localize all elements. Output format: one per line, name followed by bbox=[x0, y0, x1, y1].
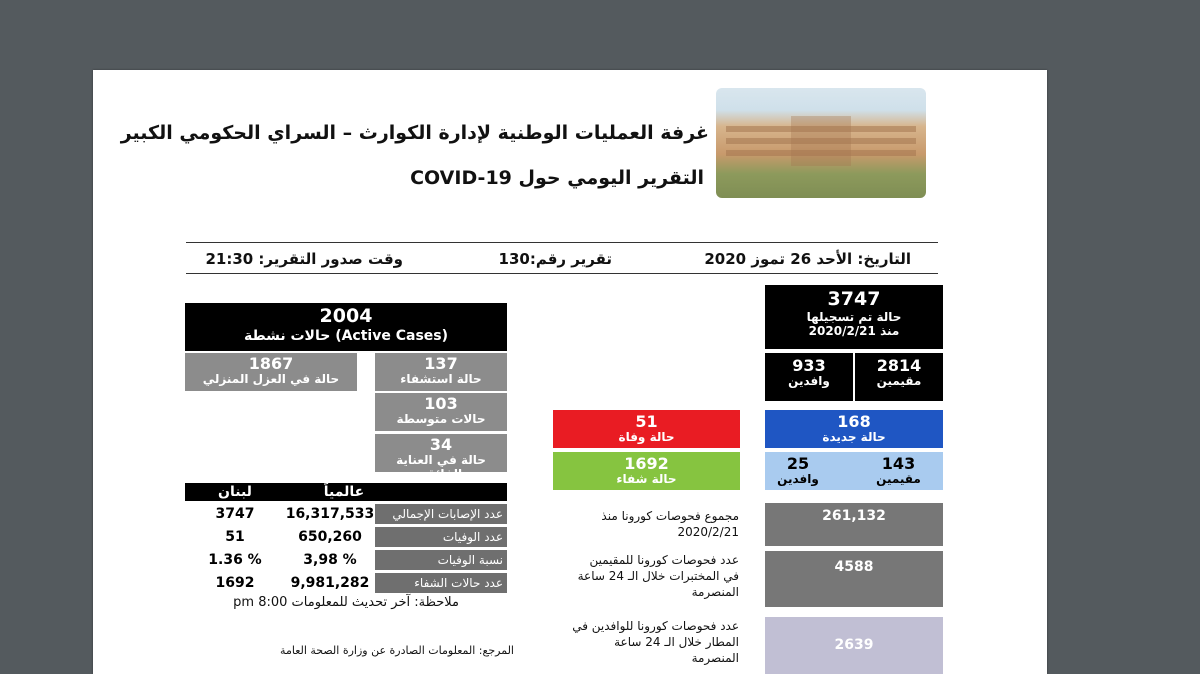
active-cases-label bbox=[185, 328, 507, 344]
header-title: غرفة العمليات الوطنية لإدارة الكوارث – السراي الحكومي الكبير bbox=[120, 122, 709, 144]
report-number: تقرير رقم:130 bbox=[498, 250, 612, 268]
new-residents-value: 143 bbox=[881, 454, 916, 473]
new-arrivals-value: 25 bbox=[786, 454, 810, 473]
home-isolation-value: 1867 bbox=[248, 354, 294, 373]
stats-row bbox=[185, 573, 507, 593]
total-residents-box bbox=[855, 353, 943, 401]
new-cases-breakdown-box bbox=[765, 452, 943, 490]
stats-row-global: 3,98 % bbox=[303, 552, 357, 568]
tests-total-box bbox=[765, 503, 943, 546]
stats-row-lebanon: 1692 bbox=[215, 575, 255, 591]
update-note: ملاحظة: آخر تحديث للمعلومات 8:00 pm bbox=[233, 595, 459, 610]
hospitalized-box bbox=[375, 353, 507, 391]
new-residents-label: مقيمين bbox=[876, 472, 921, 487]
moderate-label: حالات متوسطة bbox=[396, 412, 486, 427]
home-isolation-box bbox=[185, 353, 357, 391]
total-cases-label: حالة تم تسجيلها bbox=[806, 309, 902, 324]
stats-row-global: 650,260 bbox=[298, 529, 362, 545]
recovered-box bbox=[553, 452, 740, 490]
moderate-box bbox=[375, 393, 507, 431]
new-arrivals bbox=[765, 455, 831, 487]
tests-total-label: مجموع فحوصات كورونا منذ 2020/2/21 bbox=[601, 509, 739, 539]
active-cases-label-ar: حالات نشطة bbox=[243, 327, 331, 344]
total-cases-box bbox=[765, 285, 943, 349]
stats-row-global: 16,317,533 bbox=[285, 506, 375, 522]
meta-bottom-rule bbox=[186, 273, 938, 274]
stats-header bbox=[185, 483, 507, 501]
tests-residents-label: عدد فحوصات كورونا للمقيمين في المختبرات خلال الـ 24 ساعة المنصرمة bbox=[577, 553, 739, 599]
subtitle-covid: COVID-19 bbox=[410, 167, 512, 189]
stats-row bbox=[185, 527, 507, 547]
total-arrivals-value: 933 bbox=[792, 356, 826, 375]
deaths-label: حالة وفاة bbox=[618, 430, 675, 445]
moderate-value: 103 bbox=[424, 394, 458, 413]
total-residents-label: مقيمين bbox=[876, 374, 922, 389]
stats-row-label: عدد الوفيات bbox=[375, 527, 507, 547]
stats-row-label: عدد الإصابات الإجمالي bbox=[375, 504, 507, 524]
grand-serail-photo bbox=[716, 88, 926, 198]
stats-row-lebanon: 51 bbox=[225, 529, 245, 545]
stats-header-global: عالمياً bbox=[323, 484, 365, 500]
icu-box bbox=[375, 434, 507, 482]
stats-row-lebanon: 3747 bbox=[215, 506, 255, 522]
report-subtitle bbox=[410, 167, 704, 189]
tests-arrivals-value: 2639 bbox=[834, 637, 874, 653]
deaths-value: 51 bbox=[635, 412, 658, 431]
stats-row-label: عدد حالات الشفاء bbox=[375, 573, 507, 593]
stats-header-lebanon: لبنان bbox=[218, 484, 252, 500]
source-note: المرجع: المعلومات الصادرة عن وزارة الصحة العامة bbox=[280, 644, 514, 657]
total-residents-value: 2814 bbox=[876, 356, 922, 375]
new-residents bbox=[854, 455, 943, 487]
active-cases-value: 2004 bbox=[319, 305, 373, 327]
new-arrivals-label: وافدين bbox=[777, 472, 819, 487]
active-cases-box bbox=[185, 303, 507, 351]
icu-value: 34 bbox=[429, 435, 453, 454]
home-isolation-label: حالة في العزل المنزلي bbox=[202, 372, 340, 387]
deaths-box bbox=[553, 410, 740, 448]
active-cases-label-en: (Active Cases) bbox=[335, 327, 449, 344]
new-cases-label: حالة جديدة bbox=[822, 430, 886, 445]
recovered-label: حالة شفاء bbox=[616, 472, 677, 487]
report-time: وقت صدور التقرير: 21:30 bbox=[205, 250, 403, 268]
hospitalized-value: 137 bbox=[424, 354, 458, 373]
total-cases-since: منذ 2020/2/21 bbox=[808, 323, 900, 338]
icu-label: حالة في العناية الفائقة bbox=[396, 453, 486, 482]
stats-row-global: 9,981,282 bbox=[290, 575, 370, 591]
report-page bbox=[93, 70, 1047, 674]
total-arrivals-box bbox=[765, 353, 853, 401]
new-cases-box bbox=[765, 410, 943, 448]
hospitalized-label: حالة استشفاء bbox=[400, 372, 482, 387]
total-cases-value: 3747 bbox=[827, 288, 881, 310]
report-date: التاريخ: الأحد 26 تموز 2020 bbox=[704, 250, 911, 268]
tests-arrivals-label: عدد فحوصات كورونا للوافدين في المطار خلال الـ 24 ساعة المنصرمة bbox=[572, 619, 739, 665]
tests-residents-value: 4588 bbox=[834, 559, 874, 575]
new-cases-value: 168 bbox=[837, 412, 871, 431]
stats-row bbox=[185, 504, 507, 524]
stats-row-lebanon: 1.36 % bbox=[208, 552, 262, 568]
subtitle-arabic: التقرير اليومي حول bbox=[518, 167, 704, 189]
recovered-value: 1692 bbox=[624, 454, 669, 473]
meta-top-rule bbox=[186, 242, 938, 243]
stats-row bbox=[185, 550, 507, 570]
tests-residents-box bbox=[765, 551, 943, 607]
tests-arrivals-box bbox=[765, 617, 943, 674]
tests-total-value: 261,132 bbox=[822, 508, 886, 524]
stats-row-label: نسبة الوفيات bbox=[375, 550, 507, 570]
total-arrivals-label: وافدين bbox=[788, 374, 830, 389]
